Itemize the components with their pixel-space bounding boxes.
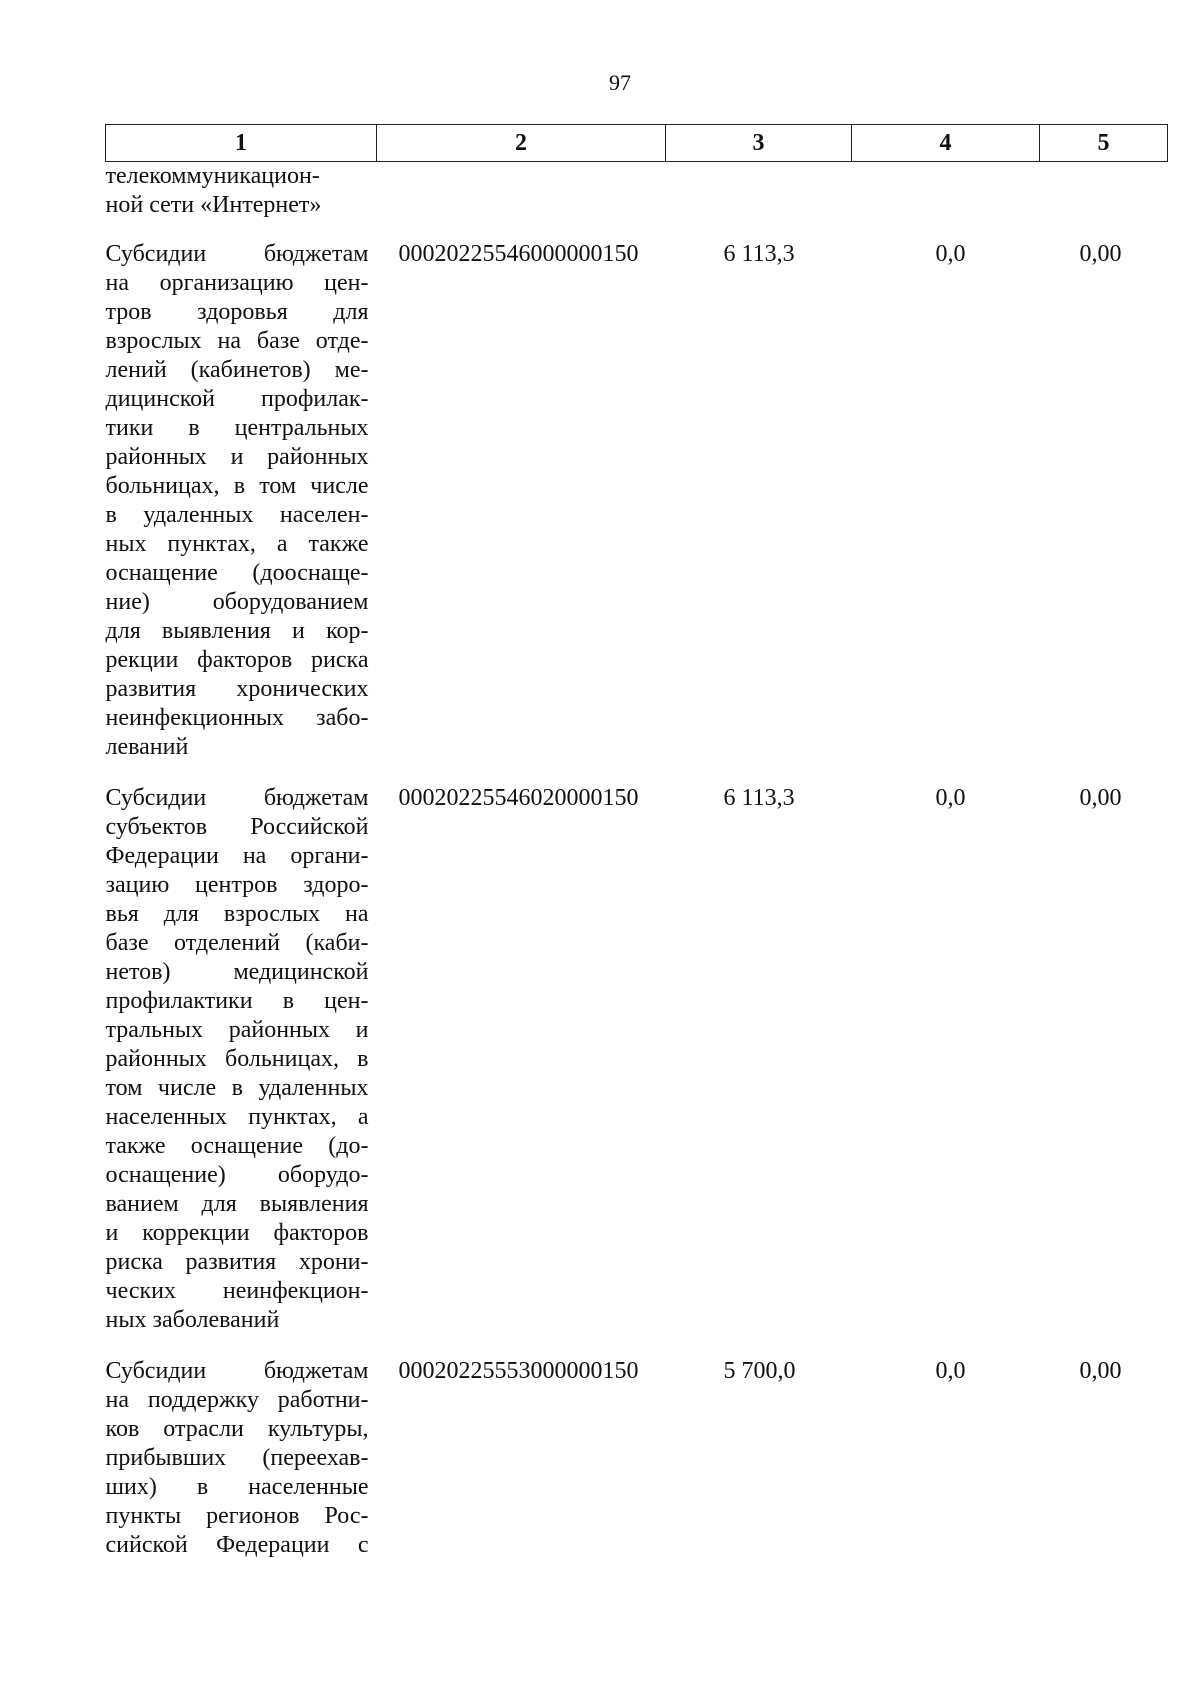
row-value-col4: 0,0	[935, 785, 966, 811]
name-line: ние) оборудованием	[105, 589, 369, 615]
row-value-col5: 0,00	[1079, 1358, 1122, 1384]
row-value-col3: 6 113,3	[723, 241, 795, 267]
budget-table	[105, 124, 1168, 1560]
row-value-col4: 0,0	[935, 1358, 966, 1384]
name-line: тров здоровья для	[105, 299, 369, 325]
name-line: развития хронических	[105, 676, 369, 702]
name-line: и коррекции факторов	[105, 1220, 369, 1246]
name-line: взрослых на базе отде-	[105, 328, 369, 354]
name-line: прибывших (переехав-	[105, 1445, 369, 1471]
name-line: вья для взрослых на	[105, 901, 369, 927]
column-header-1: 1	[106, 125, 377, 162]
name-line: ших) в населенные	[105, 1474, 369, 1500]
name-line: Субсидии бюджетам	[105, 241, 369, 267]
table-row	[106, 240, 1168, 784]
row-name-cell	[106, 784, 377, 1357]
name-line: населенных пунктах, а	[105, 1104, 369, 1130]
row-code-cell: 00020225553000000150	[398, 1358, 639, 1384]
row-name-cell	[106, 240, 377, 784]
name-line: субъектов Российской	[105, 814, 369, 840]
name-line: Субсидии бюджетам	[105, 785, 369, 811]
name-line: районных и районных	[105, 444, 369, 470]
table-row	[106, 162, 1168, 241]
row-value-col3: 5 700,0	[723, 1358, 796, 1384]
name-line: на организацию цен-	[105, 270, 369, 296]
name-line: базе отделений (каби-	[105, 930, 369, 956]
budget-table-container	[105, 124, 1167, 1560]
name-line: профилактики в цен-	[105, 988, 369, 1014]
name-line: риска развития хрони-	[105, 1249, 369, 1275]
page-number: 97	[609, 70, 631, 95]
name-line: на поддержку работни-	[105, 1387, 369, 1413]
column-header-4: 4	[852, 125, 1040, 162]
row-value-col3	[666, 162, 852, 241]
name-line: больницах, в том числе	[105, 473, 369, 499]
name-line: сийской Федерации с	[105, 1532, 369, 1558]
name-line: лений (кабинетов) ме-	[105, 357, 369, 383]
name-line: районных больницах, в	[105, 1046, 369, 1072]
row-value-col5: 0,00	[1079, 241, 1122, 267]
column-header-5: 5	[1040, 125, 1168, 162]
name-line: ных пунктах, а также	[105, 531, 369, 557]
name-line: телекоммуникацион-	[105, 163, 320, 189]
row-name-cell	[106, 162, 377, 241]
name-line: тральных районных и	[105, 1017, 369, 1043]
name-line: леваний	[105, 734, 189, 760]
name-line: ных заболеваний	[105, 1307, 280, 1333]
name-line: зацию центров здоро-	[105, 872, 369, 898]
name-line: неинфекционных забо-	[105, 705, 369, 731]
name-line: ной сети «Интернет»	[105, 192, 322, 218]
row-name-cell	[106, 1357, 377, 1560]
name-line: рекции факторов риска	[105, 647, 369, 673]
name-line: том числе в удаленных	[105, 1075, 369, 1101]
name-line: оснащение (дооснаще-	[105, 560, 369, 586]
row-value-col4: 0,0	[935, 241, 966, 267]
row-value-col5: 0,00	[1079, 785, 1122, 811]
name-line: тики в центральных	[105, 415, 369, 441]
table-row	[106, 1357, 1168, 1560]
name-line: в удаленных населен-	[105, 502, 369, 528]
name-line: пункты регионов Рос-	[105, 1503, 369, 1529]
name-line: оснащение) оборудо-	[105, 1162, 369, 1188]
name-line: нетов) медицинской	[105, 959, 369, 985]
name-line: Субсидии бюджетам	[105, 1358, 369, 1384]
name-line: ванием для выявления	[105, 1191, 369, 1217]
name-line: ков отрасли культуры,	[105, 1416, 369, 1442]
row-code-cell	[377, 162, 666, 241]
row-code-cell: 00020225546000000150	[398, 241, 639, 267]
name-line: Федерации на органи-	[105, 843, 369, 869]
column-header-3: 3	[666, 125, 852, 162]
table-row	[106, 784, 1168, 1357]
row-value-col5	[1040, 162, 1168, 241]
name-line: ческих неинфекцион-	[105, 1278, 369, 1304]
name-line: дицинской профилак-	[105, 386, 369, 412]
row-value-col4	[852, 162, 1040, 241]
row-code-cell: 00020225546020000150	[398, 785, 639, 811]
row-value-col3: 6 113,3	[723, 785, 795, 811]
column-header-2: 2	[377, 125, 666, 162]
table-header-row	[106, 125, 1168, 162]
name-line: для выявления и кор-	[105, 618, 369, 644]
name-line: также оснащение (до-	[105, 1133, 369, 1159]
